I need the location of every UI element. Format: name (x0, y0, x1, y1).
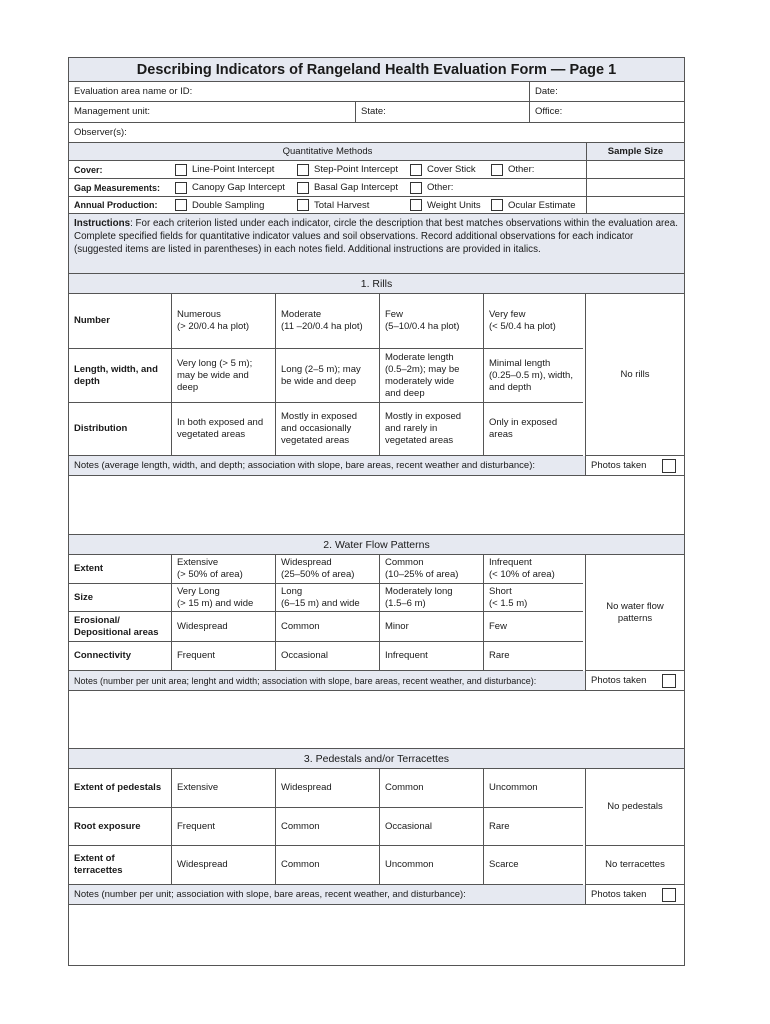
photos-taken-label: Photos taken (591, 674, 647, 686)
water-row-erosional (69, 612, 583, 642)
cover-sample-size-field[interactable] (586, 161, 684, 178)
option-cell[interactable]: Minimal length (0.25–0.5 m), width, and depth (483, 349, 583, 402)
option-cell[interactable]: Few (5–10/0.4 ha plot) (379, 294, 483, 348)
option-label: Basal Gap Intercept (314, 182, 398, 193)
no-pedestals-option[interactable] (585, 769, 684, 846)
rills-table (69, 294, 684, 456)
photos-taken-label: Photos taken (591, 459, 647, 471)
option-cell[interactable]: In both exposed and vegetated areas (171, 403, 275, 455)
criterion-label: Number (74, 315, 110, 326)
checkbox[interactable] (491, 164, 503, 176)
rills-notes-area[interactable] (69, 476, 684, 535)
no-water-flow-option[interactable]: No water flow patterns (585, 555, 684, 671)
option-cell[interactable]: Infrequent (< 10% of area) (483, 555, 583, 583)
option-ocular-estimate[interactable] (491, 197, 576, 213)
water-flow-table (69, 555, 684, 671)
state-label: State: (361, 106, 386, 117)
option-cell[interactable]: Uncommon (379, 846, 483, 884)
checkbox[interactable] (410, 164, 422, 176)
option-cell[interactable]: Widespread (25–50% of area) (275, 555, 379, 583)
checkbox[interactable] (297, 199, 309, 211)
option-label: Cover Stick (427, 164, 476, 175)
gap-sample-size-field[interactable] (586, 179, 684, 196)
option-weight-units[interactable] (410, 197, 481, 213)
option-cell[interactable]: Moderate (11 –20/0.4 ha plot) (275, 294, 379, 348)
evaluation-form (68, 57, 685, 966)
checkbox[interactable] (175, 182, 187, 194)
option-label: Total Harvest (314, 199, 370, 211)
observers-row (69, 123, 684, 143)
photos-taken (585, 671, 684, 690)
criterion-label: Length, width, and depth (74, 363, 158, 387)
photos-taken-checkbox[interactable] (662, 674, 676, 688)
option-cell[interactable]: Widespread (171, 846, 275, 884)
rills-row-number (69, 294, 583, 349)
evaluation-area-label: Evaluation area name or ID: (74, 85, 193, 97)
production-label: Annual Production: (74, 200, 158, 210)
criterion-label: Erosional/ Depositional areas (74, 614, 159, 638)
date-field[interactable] (529, 82, 684, 101)
no-terracettes-option[interactable] (585, 846, 684, 885)
option-cell[interactable]: Common (275, 846, 379, 884)
option-cell[interactable]: Uncommon (483, 769, 583, 807)
option-cell[interactable]: Common (275, 612, 379, 641)
option-cell[interactable]: Few (483, 612, 583, 641)
methods-heading: Quantitative Methods (282, 145, 373, 157)
no-rills-label: No rills (620, 368, 650, 380)
option-label: Step-Point Intercept (314, 164, 398, 175)
observers-field[interactable] (69, 123, 684, 142)
no-terracettes-label: No terracettes (605, 859, 665, 870)
option-label: Weight Units (427, 199, 481, 211)
option-cover-stick[interactable] (410, 161, 476, 178)
option-cell[interactable]: Short (< 1.5 m) (483, 584, 583, 611)
management-unit-row (69, 102, 684, 123)
pedestals-row-root (69, 808, 583, 846)
option-cell[interactable]: Moderate length (0.5–2m); may be moderately wide and deep (379, 349, 483, 402)
observers-label: Observer(s): (74, 126, 127, 138)
notes-label: Notes (number per unit area; lenght and width; association with slope, bare areas, recent weather, and disturbance): (74, 675, 537, 686)
checkbox[interactable] (175, 164, 187, 176)
option-cell[interactable]: Very Long (> 15 m) and wide (171, 584, 275, 611)
evaluation-area-row (69, 82, 684, 102)
pedestals-row-terracettes (69, 846, 583, 885)
instructions-box (69, 214, 684, 274)
option-cell[interactable]: Scarce (483, 846, 583, 884)
checkbox[interactable] (297, 182, 309, 194)
photos-taken-checkbox[interactable] (662, 459, 676, 473)
water-notes-area[interactable] (69, 691, 684, 749)
option-cell[interactable]: Mostly in exposed and occasionally vegetated areas (275, 403, 379, 455)
option-label: Other: (427, 182, 454, 193)
office-label: Office: (535, 106, 563, 117)
option-cell[interactable]: Numerous (> 20/0.4 ha plot) (171, 294, 275, 348)
pedestals-row-extent (69, 769, 583, 808)
option-cell[interactable]: Extensive (171, 769, 275, 807)
office-field[interactable] (529, 102, 684, 122)
pedestals-heading: 3. Pedestals and/or Terracettes (69, 749, 684, 769)
checkbox[interactable] (297, 164, 309, 176)
pedestals-notes-header (69, 885, 684, 905)
criterion-label: Connectivity (74, 650, 132, 661)
option-label: Line-Point Intercept (192, 164, 275, 175)
option-cell[interactable]: Extensive (> 50% of area) (171, 555, 275, 583)
instructions-text: : For each criterion listed under each indicator, circle the description that best matches observations within the evaluation area. Complete specified fields for quantitative indicator values and soil observations. Record additional observations for each indicator (suggested items are listed in parentheses) in each notes field. Additional instructions are provided in italics. (74, 218, 678, 255)
cover-label: Cover: (74, 164, 103, 175)
option-label: Canopy Gap Intercept (192, 182, 285, 193)
criterion-label: Extent of terracettes (74, 853, 123, 876)
photos-taken (585, 456, 684, 475)
instructions-lead: Instructions (74, 218, 131, 229)
option-cell[interactable]: Widespread (275, 769, 379, 807)
checkbox[interactable] (491, 199, 503, 211)
notes-label: Notes (number per unit; association with slope, bare areas, recent weather, and disturbance): (74, 888, 466, 900)
rills-row-length (69, 349, 583, 403)
option-basal-gap-intercept[interactable] (297, 179, 398, 196)
option-cell[interactable]: Very few (< 5/0.4 ha plot) (483, 294, 583, 348)
rills-row-distribution (69, 403, 583, 456)
criterion-label: Size (74, 591, 94, 603)
option-cover-other[interactable] (491, 161, 534, 178)
option-cell[interactable]: Long (2–5 m); may be wide and deep (275, 349, 379, 402)
evaluation-area-field[interactable] (69, 82, 529, 101)
production-row (69, 197, 684, 214)
checkbox[interactable] (410, 182, 422, 194)
rills-heading: 1. Rills (69, 274, 684, 294)
water-flow-heading: 2. Water Flow Patterns (69, 535, 684, 555)
option-cell[interactable]: Rare (483, 642, 583, 670)
option-cell[interactable]: Occasional (275, 642, 379, 670)
option-cell[interactable]: Frequent (171, 808, 275, 845)
option-cell[interactable]: Minor (379, 612, 483, 641)
option-cell[interactable]: Infrequent (379, 642, 483, 670)
production-sample-size-field[interactable] (586, 197, 684, 213)
option-gap-other[interactable] (410, 179, 453, 196)
date-label: Date: (535, 85, 558, 97)
pedestals-notes-area[interactable] (69, 905, 684, 965)
methods-header-row (69, 143, 684, 161)
option-cell[interactable]: Common (379, 769, 483, 807)
water-row-size (69, 584, 583, 612)
sample-size-heading: Sample Size (586, 143, 684, 160)
no-pedestals-label: No pedestals (607, 801, 663, 812)
option-label: Double Sampling (192, 199, 265, 211)
rills-notes-header (69, 456, 684, 476)
option-cell[interactable]: Rare (483, 808, 583, 845)
no-rills-option[interactable] (585, 294, 684, 456)
photos-taken-checkbox[interactable] (662, 888, 676, 902)
photos-taken (585, 885, 684, 904)
criterion-label: Extent of pedestals (74, 782, 162, 793)
cover-row (69, 161, 684, 179)
option-cell[interactable]: Long (6–15 m) and wide (275, 584, 379, 611)
option-total-harvest[interactable] (297, 197, 369, 213)
criterion-label: Root exposure (74, 820, 141, 832)
option-cell[interactable]: Mostly in exposed and rarely in vegetated areas (379, 403, 483, 455)
option-canopy-gap-intercept[interactable] (175, 179, 285, 196)
pedestals-table (69, 769, 684, 885)
form-title-bar (69, 58, 684, 82)
checkbox[interactable] (175, 199, 187, 211)
option-cell[interactable]: Occasional (379, 808, 483, 845)
notes-label: Notes (average length, width, and depth; association with slope, bare areas, recent weather and disturbance): (74, 459, 536, 471)
management-unit-field[interactable] (69, 102, 355, 122)
option-step-point-intercept[interactable] (297, 161, 398, 178)
option-label: Ocular Estimate (508, 199, 576, 211)
option-cell[interactable]: Very long (> 5 m); may be wide and deep (171, 349, 275, 402)
option-cell[interactable]: Widespread (171, 612, 275, 641)
state-field[interactable] (355, 102, 529, 122)
option-cell[interactable]: Common (275, 808, 379, 845)
option-cell[interactable]: Frequent (171, 642, 275, 670)
gap-row (69, 179, 684, 197)
water-row-extent (69, 555, 583, 584)
option-cell[interactable]: Only in exposed areas (483, 403, 583, 455)
photos-taken-label: Photos taken (591, 888, 647, 900)
gap-label: Gap Measurements: (74, 182, 161, 193)
option-cell[interactable]: Common (10–25% of area) (379, 555, 483, 583)
checkbox[interactable] (410, 199, 422, 211)
criterion-label: Distribution (74, 423, 128, 434)
option-cell[interactable]: Moderately long (1.5–6 m) (379, 584, 483, 611)
option-double-sampling[interactable] (175, 197, 264, 213)
option-line-point-intercept[interactable] (175, 161, 274, 178)
form-title: Describing Indicators of Rangeland Health Evaluation Form — Page 1 (136, 61, 617, 78)
option-label: Other: (508, 164, 535, 175)
water-notes-header (69, 671, 684, 691)
management-unit-label: Management unit: (74, 106, 151, 117)
water-row-connectivity (69, 642, 583, 671)
criterion-label: Extent (74, 563, 104, 574)
